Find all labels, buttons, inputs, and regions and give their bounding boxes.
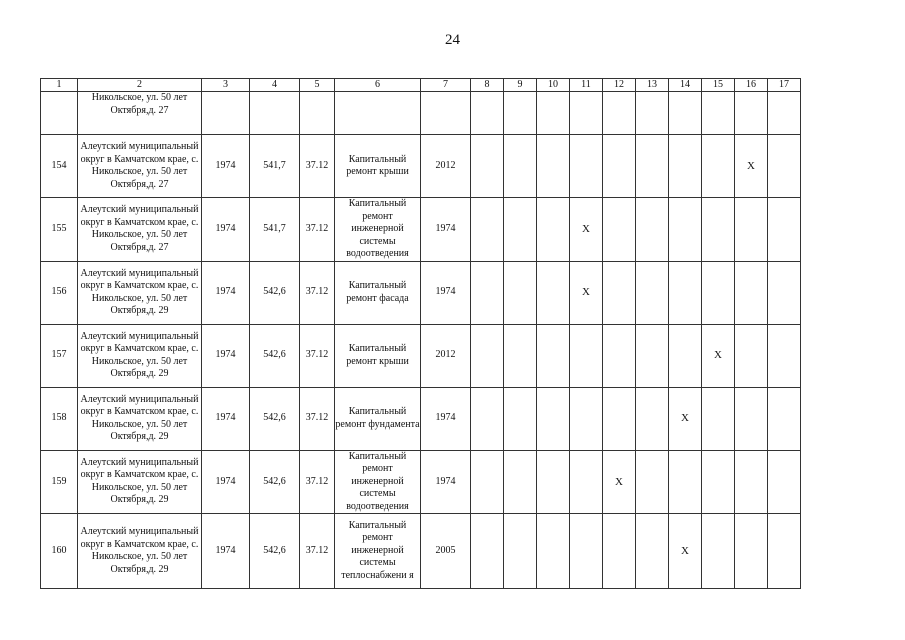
cell-empty <box>471 324 504 387</box>
table-row <box>41 198 801 262</box>
cell-empty <box>768 450 801 514</box>
cell-empty <box>250 92 300 135</box>
cell-empty <box>636 450 669 514</box>
cell-empty <box>768 514 801 589</box>
cell-empty <box>669 92 702 135</box>
cell-mark: X <box>702 324 735 387</box>
housing-repair-table <box>40 78 801 589</box>
cell-work-type: Капитальный ремонт инженерной системы водоотведения <box>335 450 421 514</box>
cell-address: Алеутский муниципальный округ в Камчатском крае, с. Никольское, ул. 50 лет Октября,д. 29 <box>78 261 202 324</box>
cell-empty <box>570 324 603 387</box>
cell-code: 37.12 <box>300 324 335 387</box>
cell-area: 542,6 <box>250 324 300 387</box>
cell-empty <box>471 387 504 450</box>
cell-area: 542,6 <box>250 514 300 589</box>
cell-mark: X <box>570 198 603 262</box>
column-number-2: 2 <box>78 79 202 92</box>
cell-empty <box>421 92 471 135</box>
cell-empty <box>702 450 735 514</box>
cell-empty <box>702 261 735 324</box>
cell-mark: X <box>735 135 768 198</box>
cell-empty <box>669 135 702 198</box>
column-number-6: 6 <box>335 79 421 92</box>
cell-empty <box>735 514 768 589</box>
cell-empty <box>702 387 735 450</box>
cell-num <box>41 92 78 135</box>
cell-year: 1974 <box>202 387 250 450</box>
cell-work-type: Капитальный ремонт фасада <box>335 261 421 324</box>
cell-num: 158 <box>41 387 78 450</box>
cell-address: Алеутский муниципальный округ в Камчатском крае, с. Никольское, ул. 50 лет Октября,д. 27 <box>78 198 202 262</box>
cell-empty <box>735 450 768 514</box>
column-number-11: 11 <box>570 79 603 92</box>
cell-empty <box>735 198 768 262</box>
cell-empty <box>537 450 570 514</box>
cell-empty <box>735 387 768 450</box>
cell-year-done: 1974 <box>421 261 471 324</box>
cell-empty <box>768 92 801 135</box>
cell-code: 37.12 <box>300 198 335 262</box>
cell-year: 1974 <box>202 135 250 198</box>
cell-empty <box>735 92 768 135</box>
table-row <box>41 324 801 387</box>
cell-empty <box>537 92 570 135</box>
cell-work-type: Капитальный ремонт фундамента <box>335 387 421 450</box>
cell-empty <box>768 261 801 324</box>
cell-empty <box>768 324 801 387</box>
cell-address: Алеутский муниципальный округ в Камчатском крае, с. Никольское, ул. 50 лет Октября,д. 29 <box>78 514 202 589</box>
cell-code: 37.12 <box>300 450 335 514</box>
cell-year-done: 1974 <box>421 450 471 514</box>
cell-empty <box>768 387 801 450</box>
cell-empty <box>537 135 570 198</box>
cell-empty <box>537 198 570 262</box>
column-number-1: 1 <box>41 79 78 92</box>
column-number-10: 10 <box>537 79 570 92</box>
cell-code: 37.12 <box>300 261 335 324</box>
cell-empty <box>504 92 537 135</box>
cell-empty <box>603 135 636 198</box>
cell-empty <box>669 450 702 514</box>
cell-empty <box>504 387 537 450</box>
cell-empty <box>603 198 636 262</box>
cell-empty <box>735 324 768 387</box>
cell-empty <box>504 261 537 324</box>
cell-year-done: 2012 <box>421 324 471 387</box>
cell-area: 542,6 <box>250 450 300 514</box>
cell-empty <box>570 450 603 514</box>
column-number-row <box>41 79 801 92</box>
column-number-5: 5 <box>300 79 335 92</box>
cell-year: 1974 <box>202 514 250 589</box>
cell-address: Алеутский муниципальный округ в Камчатском крае, с. Никольское, ул. 50 лет Октября,д. 29 <box>78 450 202 514</box>
cell-empty <box>603 92 636 135</box>
cell-num: 157 <box>41 324 78 387</box>
column-number-4: 4 <box>250 79 300 92</box>
cell-empty <box>570 135 603 198</box>
cell-area: 542,6 <box>250 387 300 450</box>
column-number-16: 16 <box>735 79 768 92</box>
cell-empty <box>768 135 801 198</box>
cell-empty <box>570 514 603 589</box>
column-number-7: 7 <box>421 79 471 92</box>
column-number-3: 3 <box>202 79 250 92</box>
cell-empty <box>603 387 636 450</box>
column-number-14: 14 <box>669 79 702 92</box>
cell-empty <box>603 514 636 589</box>
cell-address: Никольское, ул. 50 лет Октября,д. 27 <box>78 92 202 135</box>
cell-address: Алеутский муниципальный округ в Камчатском крае, с. Никольское, ул. 50 лет Октября,д. 29 <box>78 387 202 450</box>
cell-empty <box>300 92 335 135</box>
cell-empty <box>504 324 537 387</box>
column-number-9: 9 <box>504 79 537 92</box>
continued-row <box>41 92 801 135</box>
cell-empty <box>603 261 636 324</box>
column-number-12: 12 <box>603 79 636 92</box>
cell-empty <box>669 198 702 262</box>
cell-mark: X <box>669 387 702 450</box>
cell-year: 1974 <box>202 198 250 262</box>
cell-empty <box>504 450 537 514</box>
cell-area: 542,6 <box>250 261 300 324</box>
column-number-8: 8 <box>471 79 504 92</box>
cell-empty <box>636 92 669 135</box>
table-row <box>41 135 801 198</box>
cell-mark: X <box>570 261 603 324</box>
cell-empty <box>471 261 504 324</box>
table-row <box>41 261 801 324</box>
table-body <box>41 79 801 589</box>
cell-empty <box>570 92 603 135</box>
cell-mark: X <box>603 450 636 514</box>
cell-empty <box>537 387 570 450</box>
cell-empty <box>636 324 669 387</box>
cell-code: 37.12 <box>300 387 335 450</box>
cell-empty <box>636 387 669 450</box>
cell-empty <box>471 450 504 514</box>
cell-code: 37.12 <box>300 135 335 198</box>
page-number: 24 <box>445 32 460 48</box>
cell-year-done: 1974 <box>421 387 471 450</box>
cell-work-type: Капитальный ремонт инженерной системы водоотведения <box>335 198 421 262</box>
cell-area: 541,7 <box>250 198 300 262</box>
cell-empty <box>471 92 504 135</box>
cell-num: 160 <box>41 514 78 589</box>
cell-year-done: 2012 <box>421 135 471 198</box>
cell-year: 1974 <box>202 450 250 514</box>
cell-empty <box>471 135 504 198</box>
cell-work-type: Капитальный ремонт инженерной системы теплоснабжени я <box>335 514 421 589</box>
cell-empty <box>471 514 504 589</box>
cell-area: 541,7 <box>250 135 300 198</box>
cell-empty <box>335 92 421 135</box>
cell-empty <box>504 514 537 589</box>
cell-num: 154 <box>41 135 78 198</box>
table-row <box>41 387 801 450</box>
cell-address: Алеутский муниципальный округ в Камчатском крае, с. Никольское, ул. 50 лет Октября,д. 27 <box>78 135 202 198</box>
cell-empty <box>603 324 636 387</box>
cell-empty <box>702 514 735 589</box>
cell-empty <box>504 135 537 198</box>
cell-empty <box>702 135 735 198</box>
column-number-15: 15 <box>702 79 735 92</box>
column-number-17: 17 <box>768 79 801 92</box>
cell-year: 1974 <box>202 261 250 324</box>
cell-empty <box>570 387 603 450</box>
cell-address: Алеутский муниципальный округ в Камчатском крае, с. Никольское, ул. 50 лет Октября,д. 29 <box>78 324 202 387</box>
cell-empty <box>636 198 669 262</box>
table-row <box>41 450 801 514</box>
cell-num: 156 <box>41 261 78 324</box>
cell-work-type: Капитальный ремонт крыши <box>335 135 421 198</box>
cell-empty <box>471 198 504 262</box>
cell-num: 155 <box>41 198 78 262</box>
cell-empty <box>537 261 570 324</box>
table-row <box>41 514 801 589</box>
cell-code: 37.12 <box>300 514 335 589</box>
column-number-13: 13 <box>636 79 669 92</box>
cell-empty <box>702 92 735 135</box>
cell-empty <box>636 135 669 198</box>
cell-empty <box>768 198 801 262</box>
cell-empty <box>504 198 537 262</box>
cell-empty <box>669 261 702 324</box>
cell-year: 1974 <box>202 324 250 387</box>
cell-year-done: 1974 <box>421 198 471 262</box>
cell-empty <box>202 92 250 135</box>
cell-work-type: Капитальный ремонт крыши <box>335 324 421 387</box>
cell-empty <box>636 261 669 324</box>
cell-empty <box>735 261 768 324</box>
cell-empty <box>636 514 669 589</box>
cell-num: 159 <box>41 450 78 514</box>
cell-mark: X <box>669 514 702 589</box>
cell-year-done: 2005 <box>421 514 471 589</box>
cell-empty <box>669 324 702 387</box>
cell-empty <box>537 514 570 589</box>
cell-empty <box>537 324 570 387</box>
cell-empty <box>702 198 735 262</box>
